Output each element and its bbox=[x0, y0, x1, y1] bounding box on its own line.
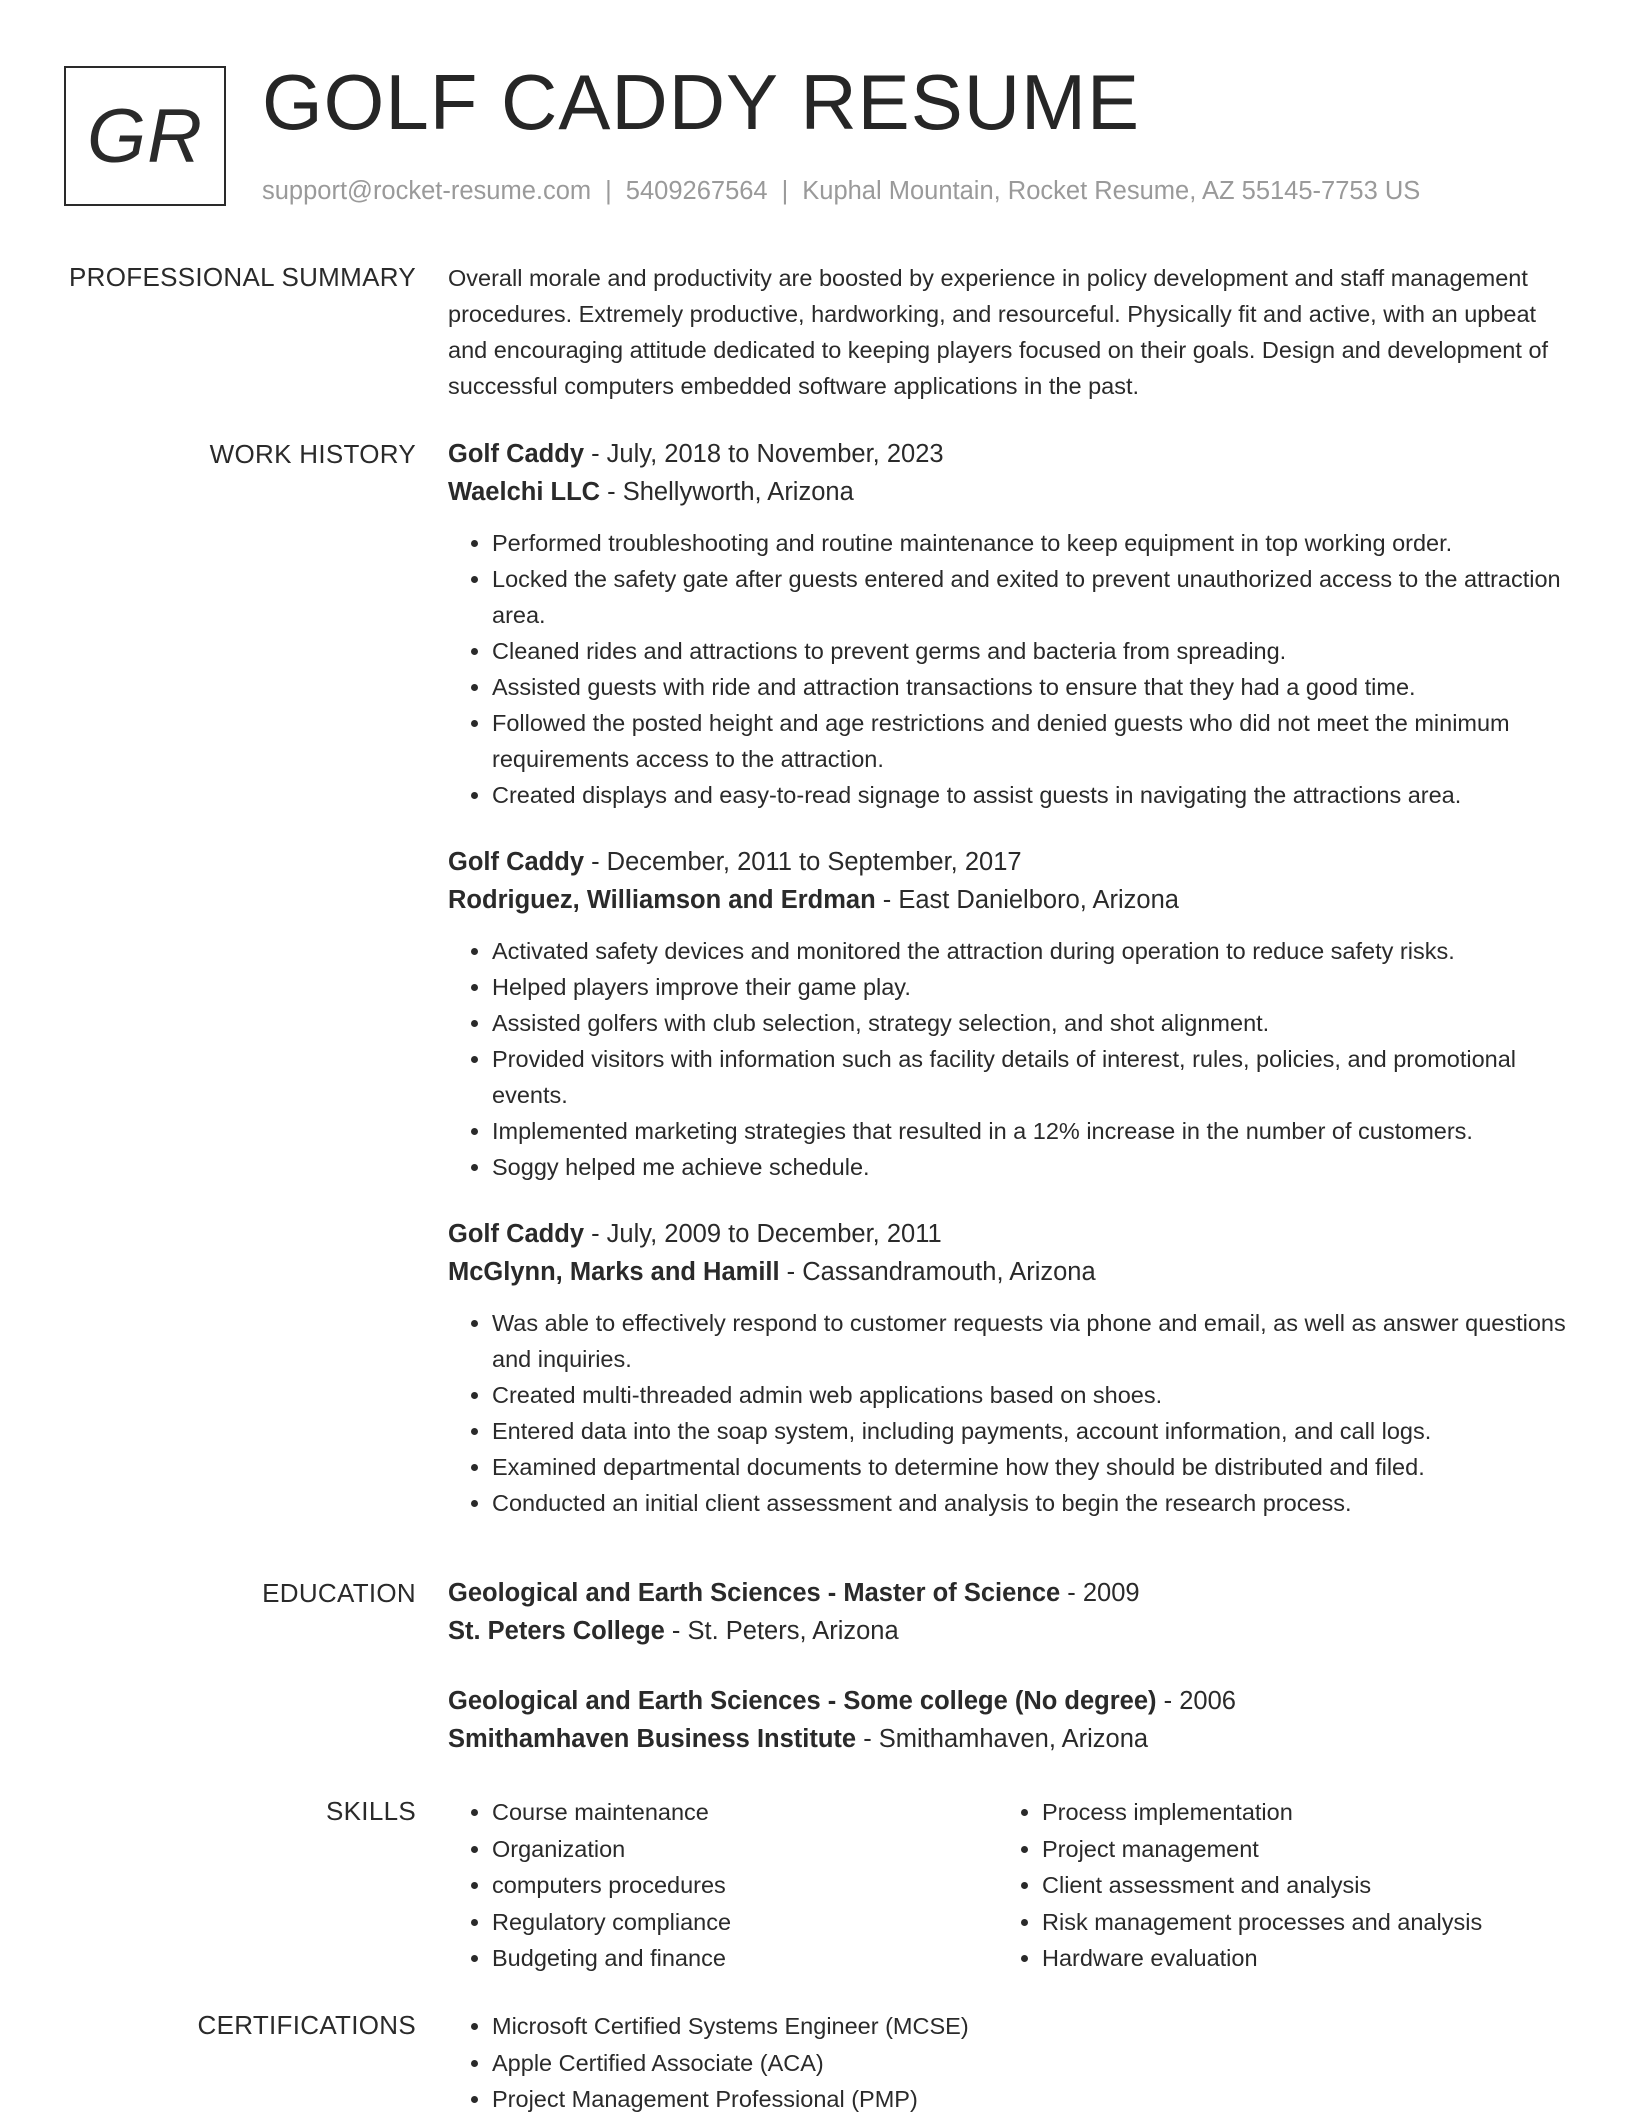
list-item: • Was able to effectively respond to customer requests via phone and email, as well as answer questions and inquiries. bbox=[492, 1305, 1568, 1377]
list-item: • Locked the safety gate after guests entered and exited to prevent unauthorized access to the attraction area. bbox=[492, 561, 1568, 633]
job-title-line bbox=[448, 1215, 1568, 1253]
job-dates: - December, 2011 to September, 2017 bbox=[584, 848, 1022, 876]
list-item: • Project Management Professional (PMP) bbox=[492, 2081, 1448, 2118]
list-item: • Soggy helped me achieve schedule. bbox=[492, 1149, 1568, 1185]
section-label-education: EDUCATION bbox=[262, 1578, 416, 1608]
job-dates: - July, 2018 to November, 2023 bbox=[584, 440, 944, 468]
education-school: Smithamhaven Business Institute bbox=[448, 1725, 857, 1753]
monogram-initials: GR bbox=[87, 93, 203, 179]
education-school-line bbox=[448, 1720, 1568, 1758]
list-item: • Process implementation bbox=[1042, 1794, 1548, 1831]
job-company: McGlynn, Marks and Hamill bbox=[448, 1258, 780, 1286]
list-item: • Microsoft Certified Systems Engineer (MCSE) bbox=[492, 2008, 1448, 2045]
list-item: • Regulatory compliance bbox=[492, 1904, 998, 1941]
list-item: • Project management bbox=[1042, 1831, 1548, 1868]
list-item: • Helped players improve their game play. bbox=[492, 969, 1568, 1005]
skills-list bbox=[998, 1794, 1548, 1977]
list-item: • computers procedures bbox=[492, 1867, 998, 1904]
skills-column-right bbox=[998, 1794, 1548, 1977]
summary-section bbox=[448, 260, 1568, 404]
certifications-section bbox=[448, 2008, 1568, 2118]
job-title: Golf Caddy bbox=[448, 848, 585, 876]
job-title-line bbox=[448, 843, 1568, 881]
skills-columns bbox=[448, 1794, 1568, 1977]
contact-phone: 5409267564 bbox=[625, 177, 768, 205]
summary-text: Overall morale and productivity are boosted by experience in policy development and staff management procedures. Extremely productive, hardworking, and resourceful. Physically fit and active, with an upbeat and encouraging attitude dedicated to keeping players focused on their goals. Design and development of successful computers embedded software applications in the past. bbox=[448, 265, 1549, 399]
list-item: • Budgeting and finance bbox=[492, 1940, 998, 1977]
job-company: Rodriguez, Williamson and Erdman bbox=[448, 886, 876, 914]
education-year: - 2006 bbox=[1156, 1687, 1236, 1715]
list-item: • Followed the posted height and age restrictions and denied guests who did not meet the minimum requirements access to the attraction. bbox=[492, 705, 1568, 777]
job-location: - East Danielboro, Arizona bbox=[875, 886, 1179, 914]
list-item: • Assisted guests with ride and attraction transactions to ensure that they had a good time. bbox=[492, 669, 1568, 705]
section-label-certifications: CERTIFICATIONS bbox=[197, 2010, 416, 2040]
contact-line bbox=[262, 174, 1420, 208]
job-company-line bbox=[448, 473, 1568, 511]
education-degree: Geological and Earth Sciences - Master of Science bbox=[448, 1579, 1061, 1607]
list-item: • Examined departmental documents to determine how they should be distributed and filed. bbox=[492, 1449, 1568, 1485]
education-section bbox=[448, 1574, 1568, 1758]
section-label-summary: PROFESSIONAL SUMMARY bbox=[69, 262, 416, 292]
resume-title: GOLF CADDY RESUME bbox=[262, 58, 1141, 146]
list-item: • Organization bbox=[492, 1831, 998, 1868]
job-title-line bbox=[448, 435, 1568, 473]
education-location: - Smithamhaven, Arizona bbox=[856, 1725, 1149, 1753]
certifications-list bbox=[448, 2008, 1448, 2118]
list-item: • Risk management processes and analysis bbox=[1042, 1904, 1548, 1941]
education-location: - St. Peters, Arizona bbox=[664, 1617, 899, 1645]
education-entry bbox=[448, 1682, 1568, 1758]
section-label-work-history: WORK HISTORY bbox=[209, 439, 416, 469]
education-degree-line bbox=[448, 1682, 1568, 1720]
education-degree-line bbox=[448, 1574, 1568, 1612]
job-company: Waelchi LLC bbox=[448, 478, 601, 506]
list-item: • Performed troubleshooting and routine maintenance to keep equipment in top working order. bbox=[492, 525, 1568, 561]
education-year: - 2009 bbox=[1060, 1579, 1140, 1607]
list-item: • Activated safety devices and monitored the attraction during operation to reduce safety risks. bbox=[492, 933, 1568, 969]
job-location: - Cassandramouth, Arizona bbox=[779, 1258, 1096, 1286]
list-item: • Conducted an initial client assessment and analysis to begin the research process. bbox=[492, 1485, 1568, 1521]
job-entry bbox=[448, 843, 1568, 1185]
job-title: Golf Caddy bbox=[448, 1220, 585, 1248]
list-item: • Apple Certified Associate (ACA) bbox=[492, 2045, 1448, 2082]
contact-separator: | bbox=[781, 177, 789, 205]
education-school: St. Peters College bbox=[448, 1617, 665, 1645]
list-item: • Created multi-threaded admin web applications based on shoes. bbox=[492, 1377, 1568, 1413]
list-item: • Course maintenance bbox=[492, 1794, 998, 1831]
list-item: • Cleaned rides and attractions to prevent germs and bacteria from spreading. bbox=[492, 633, 1568, 669]
job-dates: - July, 2009 to December, 2011 bbox=[584, 1220, 942, 1248]
education-school-line bbox=[448, 1612, 1568, 1650]
certifications-columns bbox=[448, 2008, 1568, 2118]
education-entry bbox=[448, 1574, 1568, 1650]
job-entry bbox=[448, 435, 1568, 813]
list-item: • Entered data into the soap system, including payments, account information, and call logs. bbox=[492, 1413, 1568, 1449]
job-location: - Shellyworth, Arizona bbox=[600, 478, 854, 506]
monogram-box bbox=[64, 66, 226, 206]
job-company-line bbox=[448, 881, 1568, 919]
contact-separator: | bbox=[605, 177, 612, 205]
list-item: • Created displays and easy-to-read signage to assist guests in navigating the attractions area. bbox=[492, 777, 1568, 813]
job-bullets bbox=[448, 1305, 1568, 1521]
job-title: Golf Caddy bbox=[448, 440, 585, 468]
job-company-line bbox=[448, 1253, 1568, 1291]
list-item: • Provided visitors with information such as facility details of interest, rules, policies, and promotional events. bbox=[492, 1041, 1568, 1113]
contact-address: Kuphal Mountain, Rocket Resume, AZ 55145-7753 US bbox=[802, 177, 1421, 205]
job-bullets bbox=[448, 525, 1568, 813]
section-label-skills: SKILLS bbox=[326, 1796, 416, 1826]
skills-column-left bbox=[448, 1794, 998, 1977]
list-item: • Assisted golfers with club selection, strategy selection, and shot alignment. bbox=[492, 1005, 1568, 1041]
skills-list bbox=[448, 1794, 998, 1977]
job-entry bbox=[448, 1215, 1568, 1521]
certifications-column bbox=[448, 2008, 1448, 2118]
work-history-section bbox=[448, 435, 1568, 1521]
list-item: • Implemented marketing strategies that resulted in a 12% increase in the number of customers. bbox=[492, 1113, 1568, 1149]
list-item: • Client assessment and analysis bbox=[1042, 1867, 1548, 1904]
contact-email: support@rocket-resume.com bbox=[262, 177, 592, 205]
job-bullets bbox=[448, 933, 1568, 1185]
education-degree: Geological and Earth Sciences - Some college (No degree) bbox=[448, 1687, 1157, 1715]
list-item: • Hardware evaluation bbox=[1042, 1940, 1548, 1977]
skills-section bbox=[448, 1794, 1568, 1977]
